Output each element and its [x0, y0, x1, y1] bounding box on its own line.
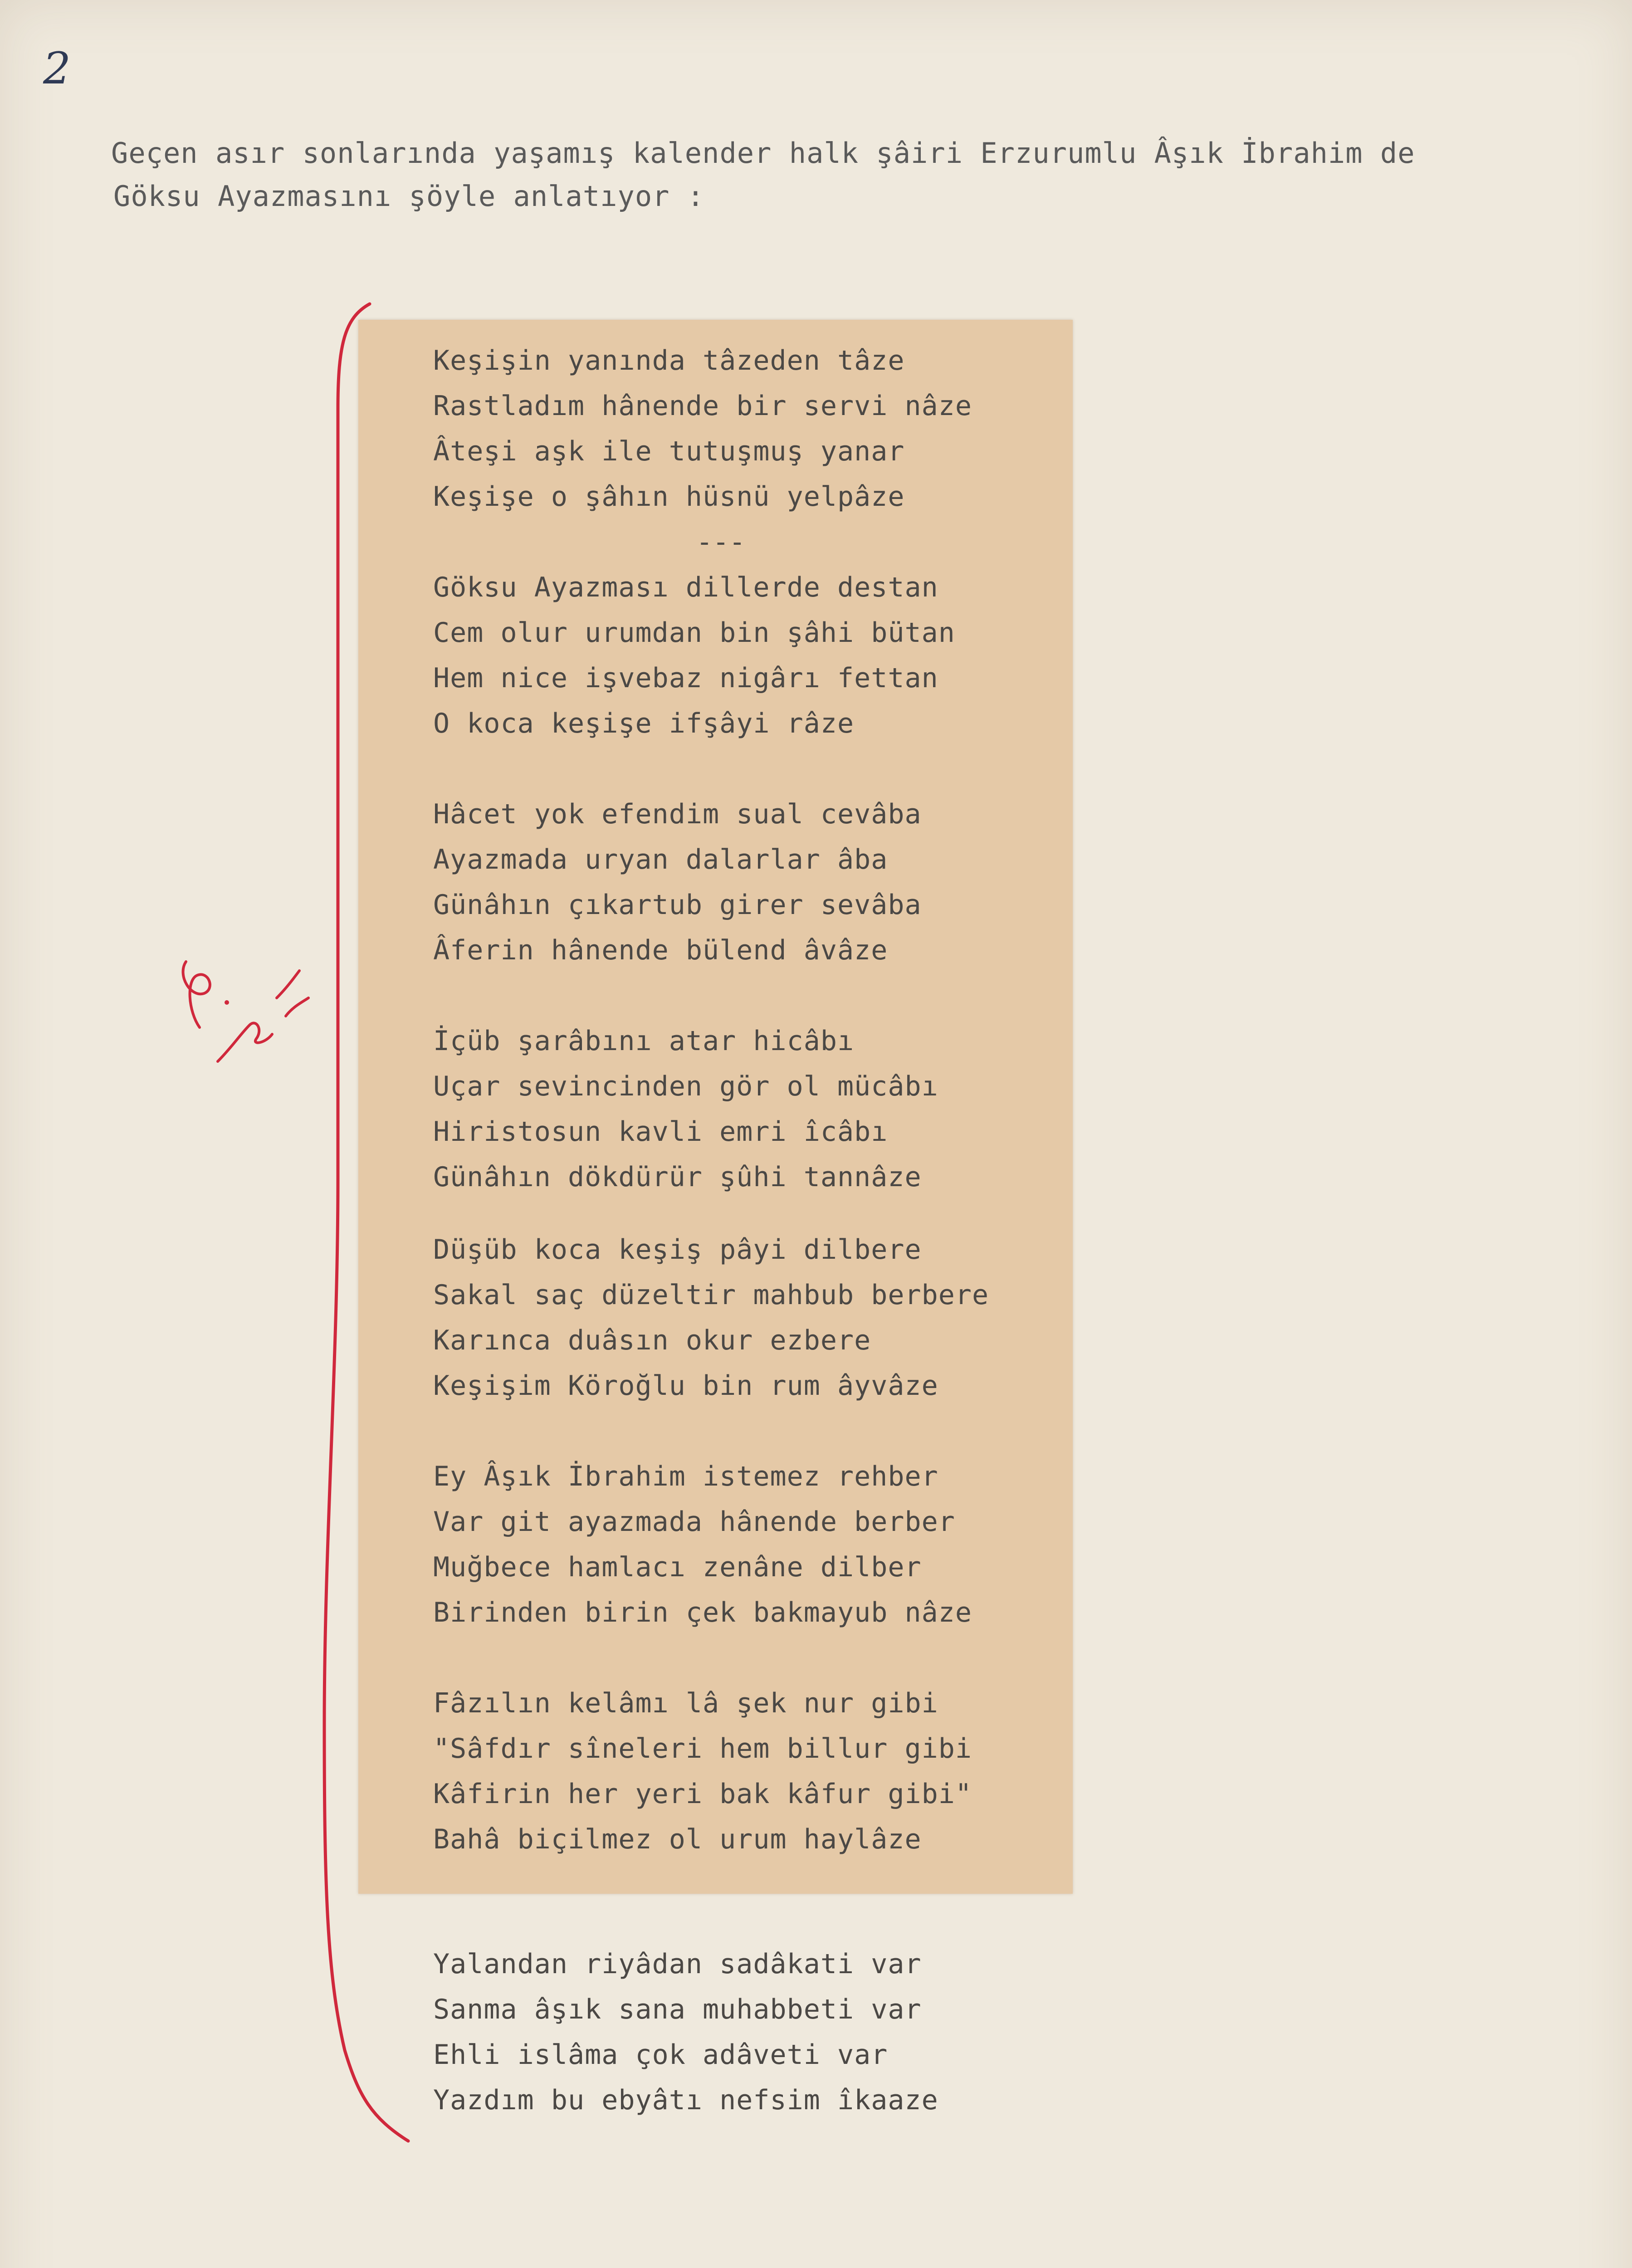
- verse-line: Âferin hânende bülend âvâze: [433, 934, 888, 966]
- verse-line: Keşişim Köroğlu bin rum âyvâze: [433, 1370, 938, 1402]
- verse-line: Var git ayazmada hânende berber: [433, 1506, 955, 1538]
- stanza-5: [433, 1227, 989, 1408]
- stanza-3: [433, 792, 989, 973]
- verse-line: Karınca duâsın okur ezbere: [433, 1325, 871, 1356]
- verse-line: Fâzılın kelâmı lâ şek nur gibi: [433, 1687, 938, 1719]
- verse-line: Uçar sevincinden gör ol mücâbı: [433, 1070, 938, 1102]
- stanza-1: [433, 338, 989, 519]
- handwritten-marginal-note: [172, 943, 318, 1089]
- verse-line: O koca keşişe ifşâyi râze: [433, 708, 855, 739]
- intro-line-1: Geçen asır sonlarında yaşamış kalender halk şâiri Erzurumlu Âşık İbrahim de: [111, 137, 1415, 170]
- stanza-2: [433, 565, 989, 746]
- verse-line: Ey Âşık İbrahim istemez rehber: [433, 1461, 938, 1492]
- verse-line: Sakal saç düzeltir mahbub berbere: [433, 1279, 989, 1311]
- verse-line: İçüb şarâbını atar hicâbı: [433, 1025, 855, 1057]
- page-number: 2: [43, 43, 71, 94]
- poem-body: [433, 338, 989, 1862]
- verse-line: "Sâfdır sîneleri hem billur gibi: [433, 1733, 972, 1765]
- verse-line: Cem olur urumdan bin şâhi bütan: [433, 617, 955, 649]
- verse-line: Düşüb koca keşiş pâyi dilbere: [433, 1234, 922, 1266]
- verse-line: Keşişe o şâhın hüsnü yelpâze: [433, 481, 905, 513]
- verse-line: Hiristosun kavli emri îcâbı: [433, 1116, 888, 1148]
- verse-line: Muğbece hamlacı zenâne dilber: [433, 1551, 922, 1583]
- verse-line: Yazdım bu ebyâtı nefsim îkaaze: [433, 2084, 938, 2116]
- verse-line: Âteşi aşk ile tutuşmuş yanar: [433, 435, 905, 467]
- intro-line-2: Göksu Ayazmasını şöyle anlatıyor :: [113, 180, 705, 213]
- verse-line: Keşişin yanında tâzeden tâze: [433, 345, 905, 376]
- stanza-7: [433, 1681, 989, 1862]
- verse-line: Ayazmada uryan dalarlar âba: [433, 844, 888, 875]
- closing-stanza: [433, 1941, 938, 2123]
- stanza-4: [433, 1018, 989, 1200]
- pasted-clipping: [358, 320, 1073, 1894]
- verse-line: Yalandan riyâdan sadâkati var: [433, 1948, 922, 1980]
- verse-line: Günâhın dökdürür şûhi tannâze: [433, 1161, 922, 1193]
- verse-line: Günâhın çıkartub girer sevâba: [433, 889, 922, 921]
- verse-line: Kâfirin her yeri bak kâfur gibi": [433, 1778, 972, 1810]
- verse-line: Bahâ biçilmez ol urum haylâze: [433, 1823, 922, 1855]
- stanza-6: [433, 1454, 989, 1635]
- verse-line: Hem nice işvebaz nigârı fettan: [433, 662, 938, 694]
- verse-line: Rastladım hânende bir servi nâze: [433, 390, 972, 422]
- verse-line: Göksu Ayazması dillerde destan: [433, 572, 938, 603]
- stanza-separator: ---: [696, 526, 746, 558]
- verse-line: Hâcet yok efendim sual cevâba: [433, 798, 922, 830]
- verse-line: Sanma âşık sana muhabbeti var: [433, 1994, 922, 2025]
- verse-line: Birinden birin çek bakmayub nâze: [433, 1597, 972, 1628]
- verse-line: Ehli islâma çok adâveti var: [433, 2039, 888, 2071]
